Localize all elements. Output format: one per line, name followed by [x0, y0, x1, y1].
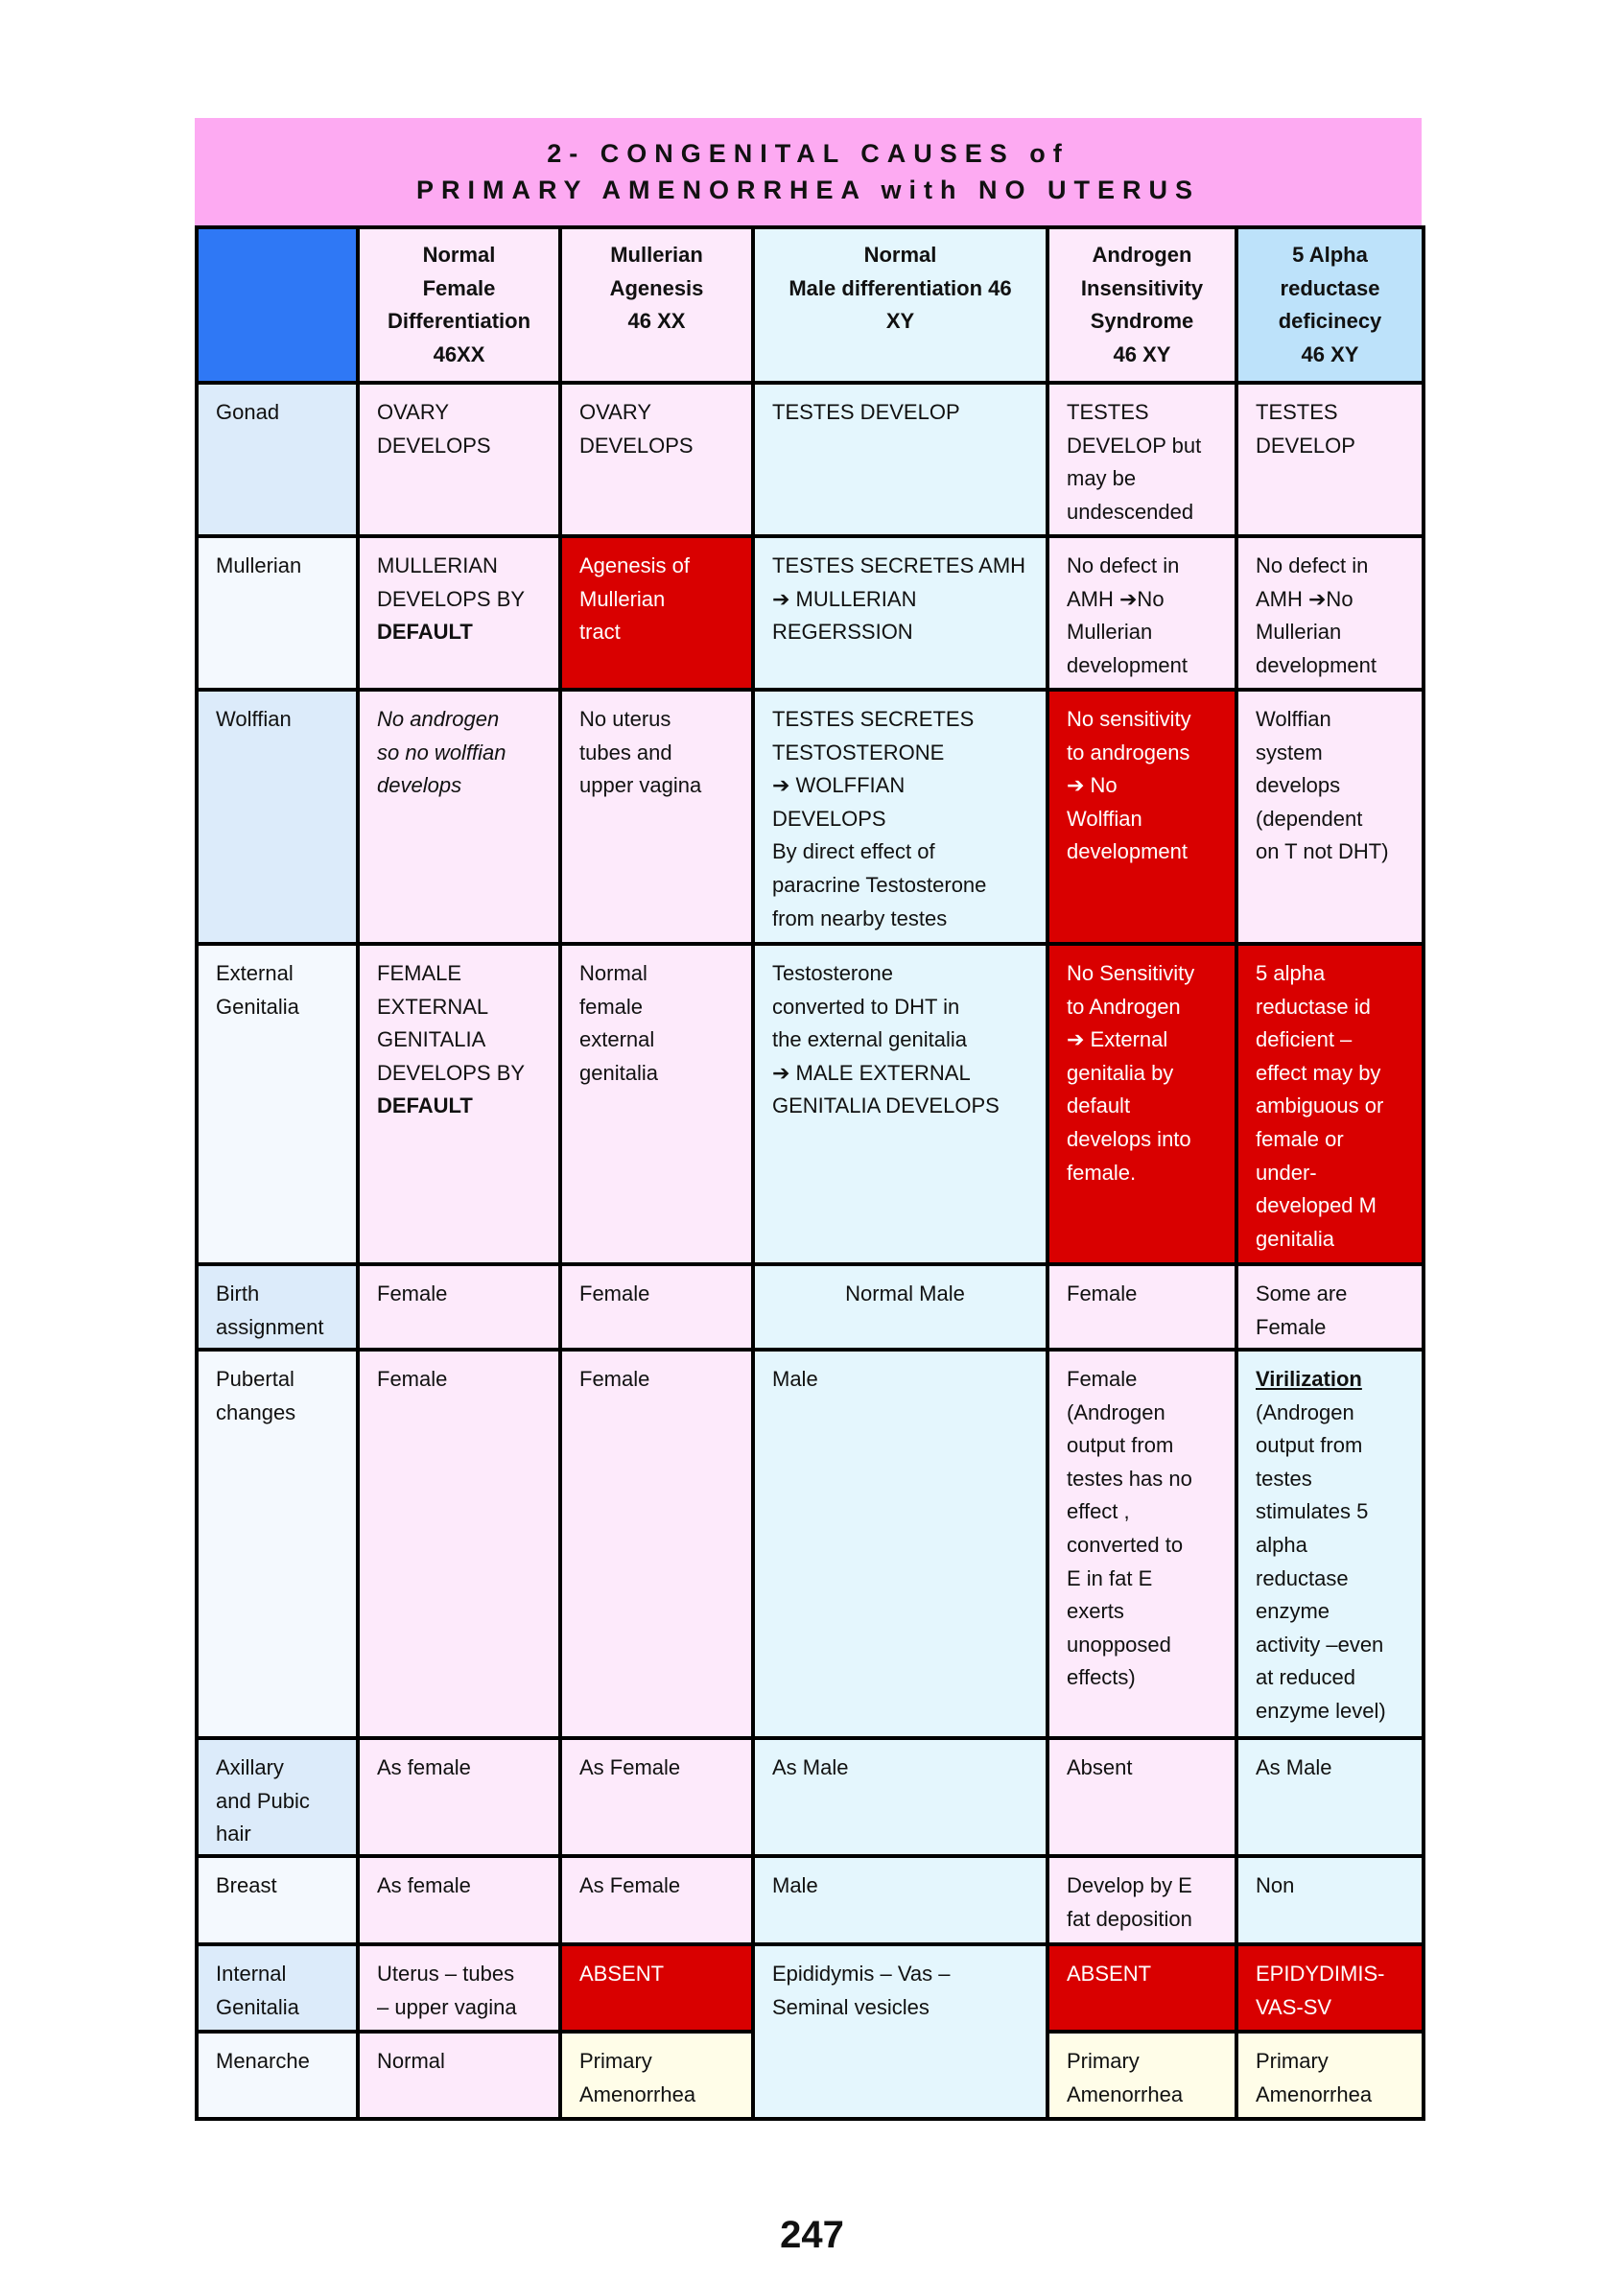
cell-text: EPIDYDIMIS- VAS-SV — [1256, 1962, 1385, 2019]
table-cell — [753, 383, 1047, 536]
table-row — [197, 1944, 1424, 2032]
column-header — [197, 227, 358, 383]
cell-text: Primary Amenorrhea — [1256, 2049, 1373, 2106]
cell-text: Agenesis of Mullerian tract — [579, 553, 690, 645]
table-cell — [560, 383, 753, 536]
cell-text: FEMALE EXTERNAL GENITALIA DEVELOPS BY — [377, 961, 526, 1085]
table-row — [197, 383, 1424, 536]
amenorrhea-table — [195, 225, 1425, 2121]
row-label: Birth assignment — [197, 1264, 358, 1350]
table-cell — [753, 1738, 1047, 1856]
table-cell — [560, 2032, 753, 2119]
cell-text: Female — [579, 1367, 650, 1391]
table-cell — [753, 1944, 1047, 2119]
table-cell — [358, 1856, 560, 1944]
cell-text: MULLERIAN DEVELOPS BY — [377, 553, 526, 611]
cell-text: TESTES DEVELOP — [1256, 400, 1355, 458]
cell-text: OVARY DEVELOPS — [377, 400, 491, 458]
cell-text: Normal — [377, 2049, 445, 2073]
table-cell — [358, 536, 560, 690]
table-cell — [1236, 1856, 1424, 1944]
column-header: Mullerian Agenesis 46 XX — [560, 227, 753, 383]
cell-text: Female — [1067, 1282, 1138, 1305]
cell-text: Male — [772, 1873, 818, 1897]
table-row — [197, 1738, 1424, 1856]
column-header: Normal Female Differentiation 46XX — [358, 227, 560, 383]
table-cell — [1047, 536, 1236, 690]
cell-text: ABSENT — [579, 1962, 665, 1986]
table-cell — [753, 536, 1047, 690]
column-header: 5 Alpha reductase deficinecy 46 XY — [1236, 227, 1424, 383]
title-line-2: PRIMARY AMENORRHEA with NO UTERUS — [415, 176, 1200, 204]
cell-text: As Female — [579, 1873, 681, 1897]
table-cell — [358, 690, 560, 944]
table-cell — [1047, 944, 1236, 1264]
column-header: Androgen Insensitivity Syndrome 46 XY — [1047, 227, 1236, 383]
table-cell — [358, 1264, 560, 1350]
table-cell — [753, 690, 1047, 944]
cell-text: TESTES DEVELOP but may be undescended — [1067, 400, 1202, 524]
table-cell — [1236, 944, 1424, 1264]
row-label: Internal Genitalia — [197, 1944, 358, 2032]
cell-text: No defect in AMH ➔No Mullerian development — [1256, 553, 1377, 677]
table-cell — [1047, 383, 1236, 536]
cell-text: DEFAULT — [377, 620, 473, 645]
cell-text: No sensitivity to androgens ➔ No Wolffian development — [1067, 707, 1191, 864]
table-cell — [560, 1856, 753, 1944]
cell-text: As Female — [579, 1755, 681, 1779]
row-label: Breast — [197, 1856, 358, 1944]
table-cell — [358, 1944, 560, 2032]
row-label: Wolffian — [197, 690, 358, 944]
cell-text: No androgen so no wolffian develops — [377, 707, 506, 798]
cell-text: Primary Amenorrhea — [1067, 2049, 1184, 2106]
table-cell — [1236, 1944, 1424, 2032]
cell-text: Epididymis – Vas – Seminal vesicles — [772, 1962, 951, 2019]
table-row — [197, 1264, 1424, 1350]
cell-text: Normal Male — [845, 1282, 965, 1305]
table-cell — [560, 1944, 753, 2032]
table-cell — [358, 383, 560, 536]
row-label: Menarche — [197, 2032, 358, 2119]
cell-text: No defect in AMH ➔No Mullerian development — [1067, 553, 1188, 677]
table-cell — [753, 1350, 1047, 1738]
table-cell — [1236, 1350, 1424, 1738]
cell-text: Uterus – tubes – upper vagina — [377, 1962, 517, 2019]
cell-text: Normal female external genitalia — [579, 961, 658, 1085]
cell-text: TESTES SECRETES TESTOSTERONE ➔ WOLFFIAN DEVELOPS By direct effect of paracrine Testosterone from nearby testes — [772, 707, 987, 930]
table-row — [197, 1856, 1424, 1944]
table-cell — [358, 1350, 560, 1738]
cell-text: DEFAULT — [377, 1093, 473, 1118]
cell-text: As female — [377, 1755, 471, 1779]
table-cell — [1236, 1738, 1424, 1856]
row-label: External Genitalia — [197, 944, 358, 1264]
table-cell — [560, 944, 753, 1264]
cell-text: TESTES DEVELOP — [772, 400, 960, 424]
table-cell — [1047, 1856, 1236, 1944]
cell-text: Absent — [1067, 1755, 1133, 1779]
cell-text: (Androgen output from testes stimulates 5 alpha reductase enzyme activity –even at reduced enzyme level) — [1256, 1399, 1386, 1723]
cell-text: Primary Amenorrhea — [579, 2049, 696, 2106]
table-cell — [358, 1738, 560, 1856]
row-label: Pubertal changes — [197, 1350, 358, 1738]
cell-text: Non — [1256, 1873, 1295, 1897]
table-cell — [1047, 1350, 1236, 1738]
page-number: 247 — [780, 2214, 844, 2256]
cell-text: Wolffian system develops (dependent on T not DHT) — [1256, 707, 1389, 864]
cell-text: Female (Androgen output from testes has no effect , converted to E in fat E exerts unopposed effects) — [1067, 1367, 1192, 1690]
table-cell — [753, 1264, 1047, 1350]
table-cell — [753, 1856, 1047, 1944]
cell-text: TESTES SECRETES AMH ➔ MULLERIAN REGERSSION — [772, 553, 1026, 645]
header-row — [197, 227, 1424, 383]
table-cell — [1047, 1944, 1236, 2032]
cell-text: Female — [377, 1282, 448, 1305]
column-header: Normal Male differentiation 46 XY — [753, 227, 1047, 383]
table-cell — [1047, 1738, 1236, 1856]
cell-text: No uterus tubes and upper vagina — [579, 707, 702, 798]
table-cell — [1047, 690, 1236, 944]
row-label: Mullerian — [197, 536, 358, 690]
cell-text: 5 alpha reductase id deficient – effect may by ambiguous or female or under- developed M genitalia — [1256, 961, 1384, 1251]
table-cell — [560, 690, 753, 944]
table-cell — [560, 1350, 753, 1738]
cell-text: As Male — [772, 1755, 849, 1779]
row-label: Gonad — [197, 383, 358, 536]
table-cell — [1236, 536, 1424, 690]
table-row — [197, 944, 1424, 1264]
cell-text: Female — [579, 1282, 650, 1305]
table-cell — [1047, 1264, 1236, 1350]
table-cell — [1236, 1264, 1424, 1350]
cell-text: As Male — [1256, 1755, 1332, 1779]
title-line-1: 2- CONGENITAL CAUSES of — [547, 139, 1070, 168]
cell-text: As female — [377, 1873, 471, 1897]
cell-text: Female — [377, 1367, 448, 1391]
cell-text: Virilization — [1256, 1367, 1362, 1391]
table-cell — [753, 944, 1047, 1264]
cell-text: ABSENT — [1067, 1962, 1152, 1986]
cell-text: Some are Female — [1256, 1282, 1348, 1339]
table-row — [197, 536, 1424, 690]
table-cell — [560, 1264, 753, 1350]
table-row — [197, 690, 1424, 944]
table-cell — [1236, 690, 1424, 944]
table-title — [195, 118, 1422, 225]
table-cell — [560, 536, 753, 690]
table-cell — [1047, 2032, 1236, 2119]
row-label: Axillary and Pubic hair — [197, 1738, 358, 1856]
cell-text: Develop by E fat deposition — [1067, 1873, 1192, 1931]
table-row — [197, 1350, 1424, 1738]
table-cell — [560, 1738, 753, 1856]
table-cell — [358, 944, 560, 1264]
table-cell — [1236, 2032, 1424, 2119]
cell-text: OVARY DEVELOPS — [579, 400, 694, 458]
table-cell — [1236, 383, 1424, 536]
cell-text: Male — [772, 1367, 818, 1391]
table-cell — [358, 2032, 560, 2119]
cell-text: No Sensitivity to Androgen ➔ External genitalia by default develops into female. — [1067, 961, 1195, 1185]
cell-text: Testosterone converted to DHT in the external genitalia ➔ MALE EXTERNAL GENITALIA DEVELOPS — [772, 961, 1000, 1118]
